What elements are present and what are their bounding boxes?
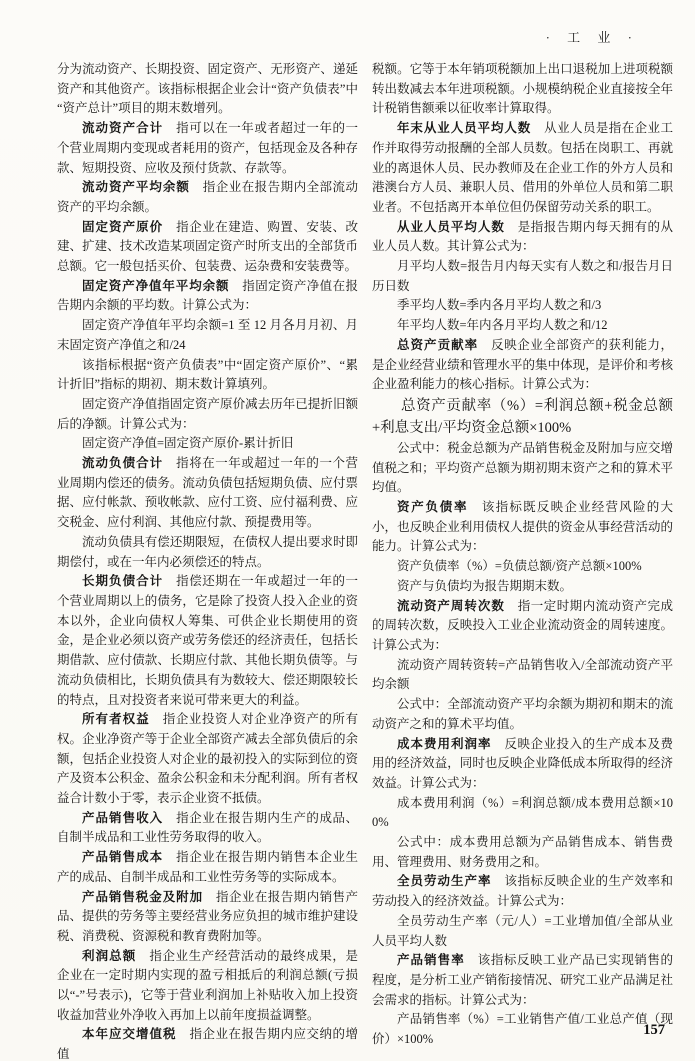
formula-line: 全员劳动生产率（元/人）=工业增加值/全部从业人员平均人数 xyxy=(372,913,673,948)
glossary-entry: 流动负债合计 指将在一年或超过一年的一个营业周期内偿还的债务。流动负债包括短期负债、应付票据、应付帐款、预收帐款、应付工资、应付福利费、应交税金、应付利润、其他应付款、预提费用等。 xyxy=(57,456,358,530)
glossary-entry: 固定资产净值年平均余额 指固定资产净值在报告期内余额的平均数。计算公式为： xyxy=(57,278,358,313)
glossary-entry: 全员劳动生产率 该指标反映企业的生产效率和劳动投入的经济效益。计算公式为： xyxy=(372,874,673,909)
term-label: 全员劳动生产率 xyxy=(397,874,492,889)
term-label: 固定资产净值年平均余额 xyxy=(82,278,230,293)
body-paragraph: 税额。它等于本年销项税额加上出口退税加上进项税额转出数减去本年进项税额。小规模纳税企业直接按全年计税销售额乘以征收率计算取得。 xyxy=(372,62,673,116)
term-label: 流动负债合计 xyxy=(82,456,164,471)
term-label: 长期负债合计 xyxy=(82,574,164,589)
term-label: 年末从业人员平均人数 xyxy=(397,121,532,136)
glossary-entry: 从业人员平均人数 是指报告期内每天拥有的从业人员人数。其计算公式为： xyxy=(372,219,673,254)
text-columns xyxy=(57,60,673,1061)
body-paragraph: 该指标根据“资产负债表”中“固定资产原价”、“累计折旧”指标的期初、期末数计算填列。 xyxy=(57,357,358,392)
left-column xyxy=(57,60,358,1061)
formula-line: 固定资产净值=固定资产原价-累计折旧 xyxy=(82,436,294,451)
term-label: 成本费用利润率 xyxy=(397,736,492,751)
glossary-entry: 固定资产原价 指企业在建造、购置、安装、改建、扩建、技术改造某项固定资产时所支出的全部货币总额。它一般包括买价、包装费、运杂费和安装费等。 xyxy=(57,219,358,274)
glossary-entry: 产品销售税金及附加 指企业在报告期内销售产品、提供的劳务等主要经营业务应负担的城市维护建设税、消费税、资源税和教育费附加等。 xyxy=(57,889,358,943)
formula-line: 资产负债率（%）=负债总额/资产总额×100% xyxy=(397,559,642,574)
term-label: 产品销售税金及附加 xyxy=(82,889,204,904)
formula-line: 流动资产周转资转=产品销售收入/全部流动资产平均余额 xyxy=(372,657,673,692)
glossary-entry: 流动资产合计 指可以在一年或者超过一年的一个营业周期内变现或者耗用的资产，包括现金及各种存款、短期投资、应收及预付货款、存款等。 xyxy=(57,121,358,175)
glossary-entry: 流动资产平均余额 指企业在报告期内全部流动资产的平均余额。 xyxy=(57,180,358,214)
glossary-entry: 本年应交增值税 指企业在报告期内应交纳的增值 xyxy=(57,1027,358,1061)
formula-line: 产品销售率（%）=工业销售产值/工业总产值（现价）×100% xyxy=(372,1012,673,1047)
term-label: 利润总额 xyxy=(82,948,137,963)
formula-line: 总资产贡献率（%）=利润总额+税金总额+利息支出/平均资金总额×100% xyxy=(372,397,673,436)
body-paragraph: 公式中：成本费用总额为产品销售成本、销售费用、管理费用、财务费用之和。 xyxy=(372,835,673,869)
glossary-entry: 产品销售率 该指标反映工业产品已实现销售的程度，是分析工业产销衔接情况、研究工业产品满足社会需求的指标。计算公式为： xyxy=(372,953,673,1007)
body-paragraph: 公式中：全部流动资产平均余额为期初和期末的流动资产之和的算术平均值。 xyxy=(372,697,673,731)
body-paragraph: 固定资产净值指固定资产原价减去历年已提折旧额后的净额。计算公式为： xyxy=(57,396,358,431)
glossary-entry: 成本费用利润率 反映企业投入的生产成本及费用的经济效益，同时也反映企业降低成本所取得的经济效益。计算公式为： xyxy=(372,736,673,790)
glossary-entry: 产品销售成本 指企业在报告期内销售本企业生产的成品、自制半成品和工业性劳务等的实际成本。 xyxy=(57,850,358,884)
glossary-entry: 所有者权益 指企业投资人对企业净资产的所有权。企业净资产等于企业全部资产减去全部负债后的余额，包括企业投资人对企业的最初投入的实际到位的资产及资本公积金、盈余公积金和未分配利润。所有者权益合计数小于零，表示企业资不抵债。 xyxy=(57,712,358,806)
formula-line: 年平均人数=年内各月平均人数之和/12 xyxy=(397,318,608,333)
term-label: 从业人员平均人数 xyxy=(397,219,505,234)
formula-line: 成本费用利润（%）=利润总额/成本费用总额×100% xyxy=(372,795,673,830)
glossary-entry: 流动资产周转次数 指一定时期内流动资产完成的周转次数，反映投入工业企业流动资金的周转速度。计算公式为： xyxy=(372,598,673,652)
glossary-entry: 总资产贡献率 反映企业全部资产的获利能力，是企业经营业绩和管理水平的集中体现，是评价和考核企业盈利能力的核心指标。计算公式为： xyxy=(372,337,673,392)
body-paragraph: 流动负债具有偿还期限短，在债权人提出要求时即期偿付，或在一年内必须偿还的特点。 xyxy=(57,534,358,569)
page-number: 157 xyxy=(643,1022,665,1038)
term-label: 流动资产平均余额 xyxy=(82,180,190,195)
formula-line: 季平均人数=季内各月平均人数之和/3 xyxy=(397,298,602,313)
right-column xyxy=(372,60,673,1061)
glossary-entry: 长期负债合计 指偿还期在一年或超过一年的一个营业周期以上的债务，它是除了投资人投入企业的资本以外，企业向债权人筹集、可供企业长期使用的资金，是企业必须以资产或劳务偿还的经济责任，包括长期借款、应付债款、长期应付款、其他长期负债等。与流动负债相比，长期负债具有为数较大、偿还期限较长的特点，且对投资者来说可带来更大的利益。 xyxy=(57,574,358,707)
term-label: 产品销售收入 xyxy=(82,810,164,825)
term-label: 流动资产周转次数 xyxy=(397,598,505,613)
body-paragraph: 公式中：税金总额为产品销售税金及附加与应交增值税之和；平均资产总额为期初期末资产之和的算术平均值。 xyxy=(372,440,673,495)
formula-line: 月平均人数=报告月内每天实有人数之和/报告月日历日数 xyxy=(372,259,673,293)
body-paragraph: 分为流动资产、长期投资、固定资产、无形资产、递延资产和其他资产。该指标根据企业会计“资产负债表”中“资产总计”项目的期末数增列。 xyxy=(57,62,358,116)
term-label: 资产负债率 xyxy=(397,500,469,515)
term-label: 固定资产原价 xyxy=(82,219,164,234)
running-header: · 工 业 · xyxy=(545,30,639,45)
term-label: 总资产贡献率 xyxy=(397,337,479,352)
glossary-entry: 年末从业人员平均人数 从业人员是指在企业工作并取得劳动报酬的全部人员数。包括在岗职工、再就业的离退休人员、民办教师及在企业工作的外方人员和港澳台方人员、兼职人员、借用的外单位人员和第二职业者。不包括离开本单位但仍保留劳动关系的职工。 xyxy=(372,121,673,214)
body-paragraph: 资产与负债均为报告期期末数。 xyxy=(397,578,573,593)
term-label: 流动资产合计 xyxy=(82,121,164,136)
term-label: 产品销售成本 xyxy=(82,850,164,865)
formula-line: 固定资产净值年平均余额=1 至 12 月各月月初、月末固定资产净值之和/24 xyxy=(57,318,358,352)
glossary-entry: 产品销售收入 指企业在报告期内生产的成品、自制半成品和工业性劳务取得的收入。 xyxy=(57,810,358,845)
glossary-entry: 利润总额 指企业生产经营活动的最终成果，是企业在一定时期内实现的盈亏相抵后的利润总额(亏损以“-”号表示)，它等于营业利润加上补贴收入加上投资收益加营业外净收入再加上以前年度损益调整。 xyxy=(57,948,358,1022)
glossary-entry: 资产负债率 该指标既反映企业经营风险的大小，也反映企业利用债权人提供的资金从事经营活动的能力。计算公式为： xyxy=(372,500,673,554)
term-label: 所有者权益 xyxy=(82,712,150,727)
term-label: 本年应交增值税 xyxy=(82,1027,177,1042)
term-label: 产品销售率 xyxy=(397,953,465,968)
